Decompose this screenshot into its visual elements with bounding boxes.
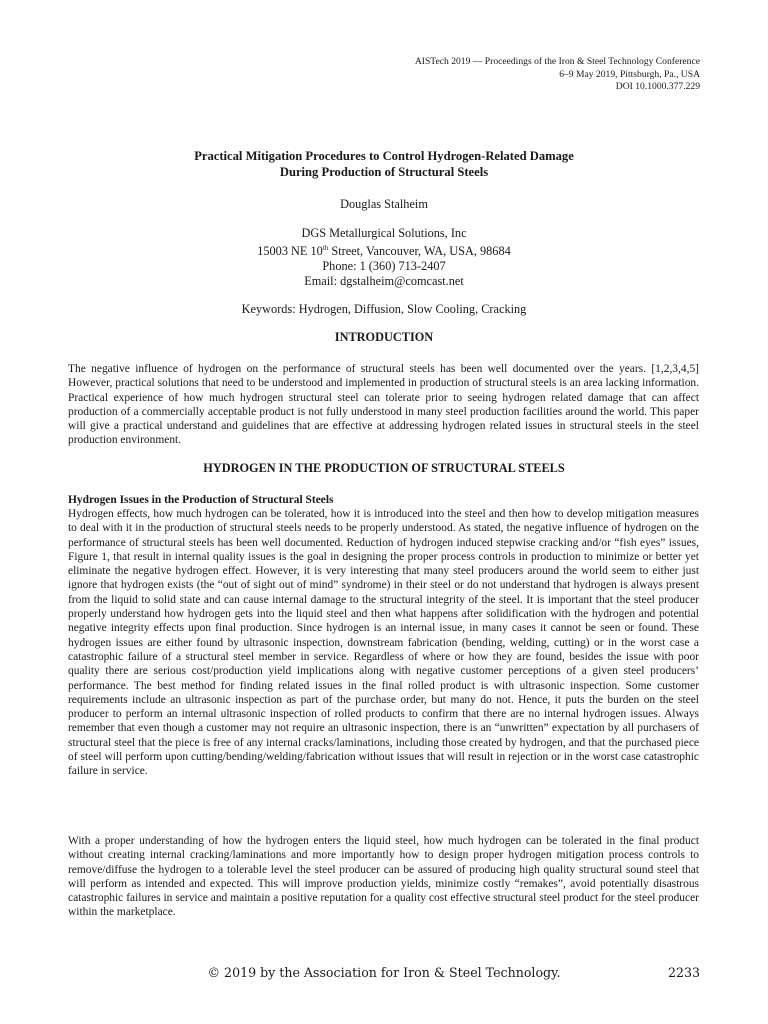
author-name: Douglas Stalheim xyxy=(340,197,428,211)
author-affiliation xyxy=(0,226,768,289)
header-date-line: 6–9 May 2019, Pittsburgh, Pa., USA xyxy=(559,68,700,80)
subsection-heading: Hydrogen Issues in the Production of Structural Steels xyxy=(68,494,334,506)
header-conference-line: AISTech 2019 — Proceedings of the Iron & Steel Technology Conference xyxy=(414,56,700,67)
introduction-paragraph: The negative influence of hydrogen on the performance of structural steels has been well documented over the years. [1,2,3,4,5] However, practical solutions that need to be understood and implemented in production of structural steels is an area lacking information. Practical experience of how much hydrogen structural steel can tolerate prior to seeing hydrogen related damage that can affect production of a commercially acceptable product is not fully understood in many steel production facilities around the world. This paper will give a practical understand and guidelines that are effective at addressing hydrogen related issues in structural steels in the steel production environment. xyxy=(68,363,699,447)
copyright-notice: © 2019 by the Association for Iron & Steel Technology. xyxy=(207,965,561,980)
affiliation-phone: Phone: 1 (360) 713-2407 xyxy=(322,259,446,274)
section-heading-hydrogen-production: HYDROGEN IN THE PRODUCTION OF STRUCTURAL STEELS xyxy=(203,461,565,475)
page-number: 2233 xyxy=(667,965,700,980)
title-line-1: Practical Mitigation Procedures to Control Hydrogen-Related Damage xyxy=(194,149,574,163)
affiliation-email: Email: dgstalheim@comcast.net xyxy=(304,274,464,289)
title-line-2: During Production of Structural Steels xyxy=(279,164,489,179)
header-doi-line: DOI 10.1000.377.229 xyxy=(615,81,700,93)
affiliation-address: 15003 NE 10th Street, Vancouver, WA, USA, 98684 xyxy=(257,244,511,259)
body-paragraph-2: With a proper understanding of how the hydrogen enters the liquid steel, how much hydrogen can be tolerated in the final product without creating internal cracking/laminations and more importantly how to design proper hydrogen mitigation process controls to remove/diffuse the hydrogen to a tolerable level the steel producer can be assured of producing high quality structural sound steel that will perform as intended and expected. This will improve production yields, minimize costly “remakes”, avoid potentially disastrous catastrophic failures in service and maintain a positive reputation for a quality cost effective structural steel product for the steel producer within the marketplace. xyxy=(68,835,699,919)
conference-header xyxy=(415,56,700,94)
paper-title xyxy=(0,149,768,180)
introduction-heading: INTRODUCTION xyxy=(334,330,434,344)
affiliation-org: DGS Metallurgical Solutions, Inc xyxy=(301,226,467,240)
body-paragraph-1: Hydrogen effects, how much hydrogen can be tolerated, how it is introduced into the steel and then how to develop mitigation measures to deal with it in the production of structural steels needs to be properly understood. As stated, the negative influence of hydrogen on the performance of structural steels has been well documented. Reduction of hydrogen induced stepwise cracking and/or “fish eyes” issues, Figure 1, that result in internal quality issues is the goal in designing the proper process controls in production to minimize or better yet eliminate the negative hydrogen effect. However, it is very interesting that many steel producers around the world seem to either just ignore that hydrogen exists (the “out of sight out of mind” syndrome) in their steel or do not understand that hydrogen is always present from the liquid to solid state and can cause internal damage to the structural integrity of the steel. It is important that the steel producer properly understand how hydrogen gets into the liquid steel and then what happens after solidification with the hydrogen and potential negative integrity effects upon final production. Since hydrogen is an internal issue, in many cases it cannot be seen or found. These hydrogen issues are either found by ultrasonic inspection, downstream fabrication (bending, welding, cutting) or in the worst case a catastrophic failure of a structural steel member in service. Regardless of where or how they are found, besides the issue with poor quality there are serious cost/production yield implications along with negative customer perceptions of a given steel producers’ performance. The best method for finding related issues in the final rolled product is with ultrasonic inspection. Some customer requirements include an ultrasonic inspection as part of the purchase order, but many do not. Hence, it puts the burden on the steel producer to perform an internal ultrasonic inspection of rolled products to confirm that there are no internal hydrogen issues. Always remember that even though a customer may not require an ultrasonic inspection, there is an “unwritten” expectation by all purchasers of structural steel that the piece is free of any internal cracks/laminations, including those created by hydrogen, and that the purchased piece of steel will perform upon cutting/bending/welding/fabrication without issues that will result in rejection or in the worst case catastrophic failure in service. xyxy=(68,508,699,778)
keywords: Keywords: Hydrogen, Diffusion, Slow Cooling, Cracking xyxy=(241,302,527,316)
